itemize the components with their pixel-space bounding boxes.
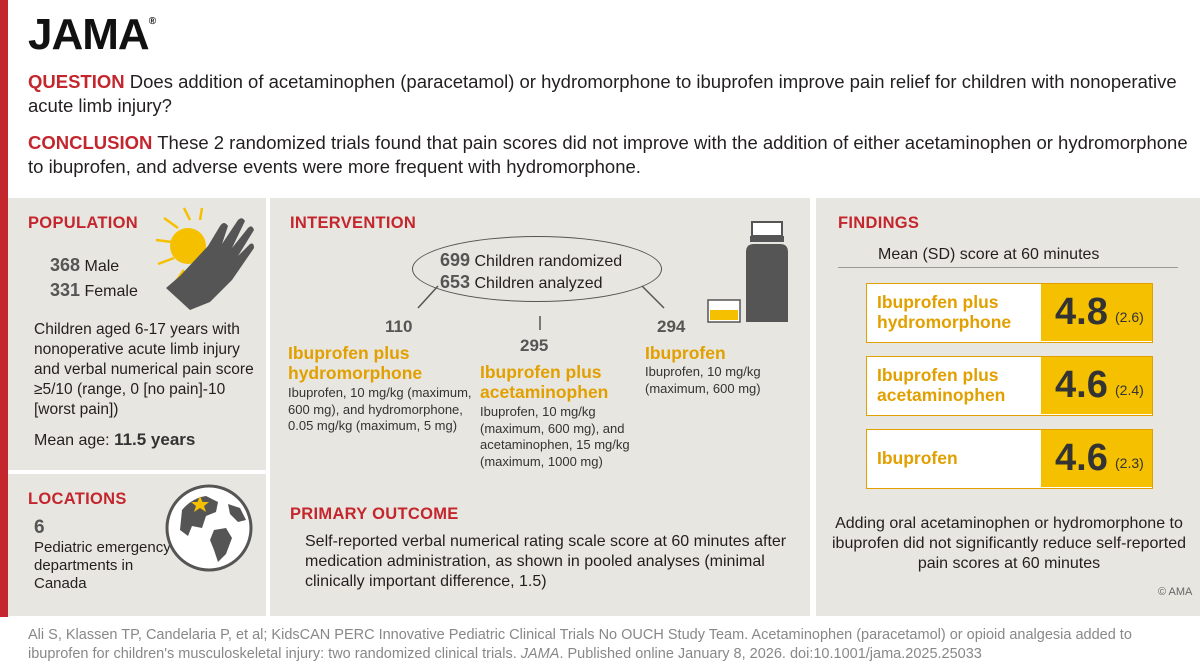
arm-3-detail: Ibuprofen, 10 mg/kg (maximum, 600 mg)	[645, 364, 761, 396]
arm-2-title: Ibuprofen plus acetaminophen	[480, 362, 609, 402]
result-label: Ibuprofen plus hydromorphone	[877, 292, 1012, 332]
score-box	[1041, 357, 1152, 414]
connector-line-right	[642, 286, 664, 308]
globe-icon	[162, 480, 256, 574]
findings-heading: FINDINGS	[838, 214, 920, 232]
arm-3-title: Ibuprofen	[645, 343, 726, 363]
citation-journal: JAMA	[520, 646, 560, 662]
question-block	[28, 70, 1178, 118]
population-heading: POPULATION	[28, 214, 138, 232]
result-row	[866, 283, 1153, 343]
journal-logo: JAMA®	[28, 10, 157, 59]
result-sd: (2.4)	[1115, 382, 1144, 398]
analyzed-count: 653 Children analyzed	[440, 272, 603, 292]
result-label: Ibuprofen	[877, 448, 958, 468]
result-mean: 4.8	[1055, 291, 1108, 333]
result-row	[866, 356, 1153, 416]
conclusion-label: CONCLUSION	[28, 132, 153, 153]
arm-2-detail: Ibuprofen, 10 mg/kg (maximum, 600 mg), and acetaminophen, 15 mg/kg (maximum, 1000 mg)	[480, 404, 630, 469]
arm-2-count: 295	[520, 336, 549, 355]
conclusion-block	[28, 131, 1188, 179]
citation-details: . Published online January 8, 2026. doi:10.1001/jama.2025.25033	[559, 646, 982, 662]
primary-outcome-heading: PRIMARY OUTCOME	[290, 505, 459, 523]
primary-outcome-text: Self-reported verbal numerical rating scale score at 60 minutes after medication administration, as shown in pooled analyses (minimal clinically important difference, 1.5)	[305, 533, 787, 590]
result-mean: 4.6	[1055, 437, 1108, 479]
findings-summary: Adding oral acetaminophen or hydromorphone to ibuprofen did not significantly reduce self-reported pain scores at 60 minutes	[832, 515, 1186, 572]
arm-1-detail: Ibuprofen, 10 mg/kg (maximum, 600 mg), and hydromorphone, 0.05 mg/kg (maximum, 5 mg)	[288, 385, 472, 433]
result-sd: (2.6)	[1115, 309, 1144, 325]
female-count: 331 Female	[50, 280, 138, 300]
arm-3-count: 294	[657, 317, 686, 336]
score-box	[1041, 284, 1152, 341]
accent-bar	[0, 0, 8, 617]
findings-divider	[838, 267, 1178, 268]
population-description: Children aged 6-17 years with nonoperative acute limb injury and verbal numerical pain score ≥5/10 (range, 0 [no pain]-10 [worst pain])	[34, 321, 254, 418]
locations-count: 6	[34, 517, 45, 538]
citation-authors: Ali S, Klassen TP, Candelaria P, et al; KidsCAN PERC Innovative Pediatric Clinical Trials No OUCH Study Team. Acetaminophen (paracetamol) or opioid analgesia added to ibuprofen for children's musculoskeletal injury: two randomized clinical trials.	[28, 627, 1132, 662]
mean-age: Mean age: 11.5 years	[34, 430, 196, 449]
citation	[28, 626, 1178, 664]
injured-hand-icon	[150, 206, 258, 314]
arm-1-title: Ibuprofen plus hydromorphone	[288, 343, 423, 383]
randomized-count: 699 Children randomized	[440, 250, 623, 270]
conclusion-text: These 2 randomized trials found that pain scores did not improve with the addition of either acetaminophen or hydromorphone to ibuprofen, and adverse events were more frequent with hydromorphone.	[28, 132, 1188, 177]
locations-description: Pediatric emergency departments in Canada	[34, 539, 171, 592]
result-sd: (2.3)	[1115, 455, 1144, 471]
result-label: Ibuprofen plus acetaminophen	[877, 365, 1006, 405]
score-box	[1041, 430, 1152, 487]
question-label: QUESTION	[28, 71, 125, 92]
connector-line-left	[418, 286, 438, 308]
findings-subheading: Mean (SD) score at 60 minutes	[878, 246, 1100, 263]
result-mean: 4.6	[1055, 364, 1108, 406]
male-count: 368 Male	[50, 255, 120, 275]
question-text: Does addition of acetaminophen (paracetamol) or hydromorphone to ibuprofen improve pain relief for children with nonoperative acute limb injury?	[28, 71, 1177, 116]
result-row	[866, 429, 1153, 489]
medicine-bottle-icon	[704, 220, 804, 330]
copyright: © AMA	[1158, 586, 1193, 598]
arm-1-count: 110	[385, 317, 413, 336]
locations-heading: LOCATIONS	[28, 490, 127, 508]
intervention-heading: INTERVENTION	[290, 214, 417, 232]
